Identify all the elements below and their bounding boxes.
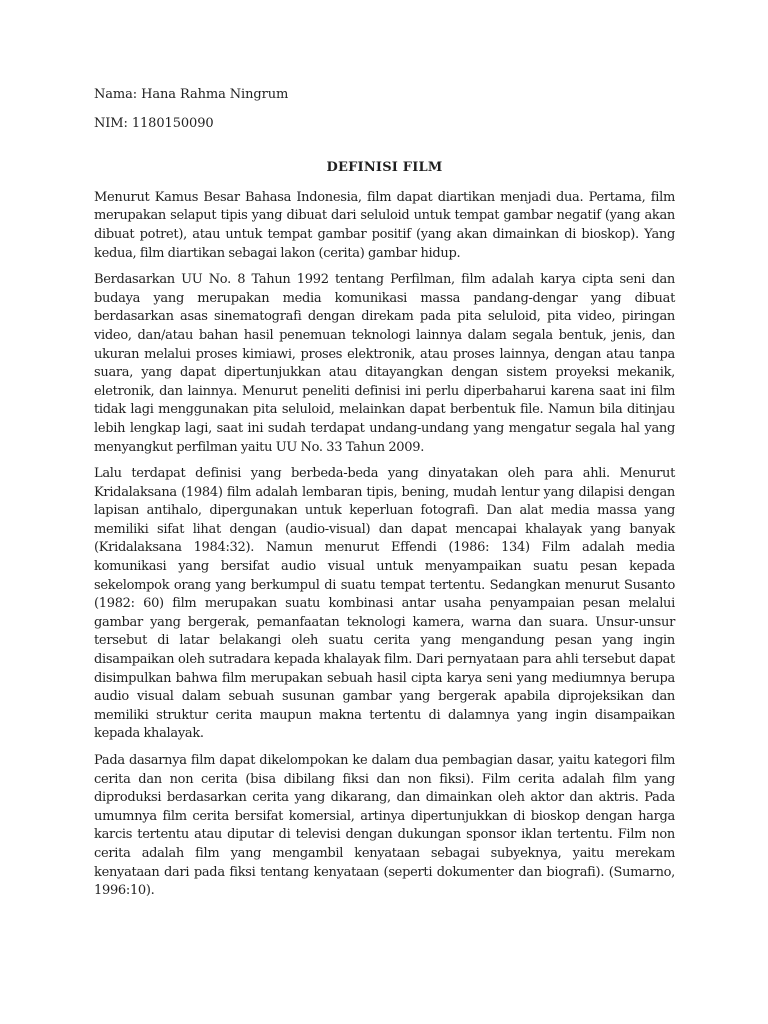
document-body: [94, 86, 675, 909]
paragraph-film-categories: Pada dasarnya film dapat dikelompokan ke dalam dua pembagian dasar, yaitu kategori film cerita dan non cerita (bisa dibilang fiksi dan non fiksi). Film cerita adalah film yang diproduksi berdasarkan cerita yang dikarang, dan dimainkan oleh aktor dan aktris. Pada umumnya film cerita bersifat komersial, artinya dipertunjukkan di bioskop dengan harga karcis tertentu atau diputar di televisi dengan dukungan sponsor iklan tertentu. Film non cerita adalah film yang mengambil kenyataan sebagai subyeknya, yaitu merekam kenyataan dari pada fiksi tentang kenyataan (seperti dokumenter dan biografi). (Sumarno, 1996:10).: [94, 753, 675, 899]
document-title: DEFINISI FILM: [326, 160, 443, 176]
paragraph-kbbi-definition: Menurut Kamus Besar Bahasa Indonesia, film dapat diartikan menjadi dua. Pertama, film merupakan selaput tipis yang dibuat dari seluloid untuk tempat gambar negatif (yang akan dibuat potret), atau untuk tempat gambar positif (yang akan dimainkan di bioskop). Yang kedua, film diartikan sebagai lakon (cerita) gambar hidup.: [94, 189, 675, 261]
student-name: Nama: Hana Rahma Ningrum: [94, 87, 289, 102]
student-nim: NIM: 1180150090: [94, 115, 214, 131]
paragraph-expert-definitions: Lalu terdapat definisi yang berbeda-beda yang dinyatakan oleh para ahli. Menurut Kridalaksana (1984) film adalah lembaran tipis, bening, mudah lentur yang dilapisi dengan lapisan antihalo, dipergunakan untuk keperluan fotografi. Dan alat media massa yang memiliki sifat lihat dengan (audio-visual) dan dapat mencapai khalayak yang banyak (Kridalaksana 1984:32). Namun menurut Effendi (1986: 134) Film adalah media komunikasi yang bersifat audio visual untuk menyampaikan suatu pesan kepada sekelompok orang yang berkumpul di suatu tempat tertentu. Sedangkan menurut Susanto (1982: 60) film merupakan suatu kombinasi antar usaha penyampaian pesan melalui gambar yang bergerak, pemanfaatan teknologi kamera, warna dan suara. Unsur-unsur tersebut di latar belakangi oleh suatu cerita yang mengandung pesan yang ingin disampaikan oleh sutradara kepada khalayak film. Dari pernyataan para ahli tersebut dapat disimpulkan bahwa film merupakan sebuah hasil cipta karya seni yang mediumnya berupa audio visual dalam sebuah susunan gambar yang bergerak apabila diprojeksikan dan memiliki struktur cerita maupun makna tertentu di dalamnya yang ingin disampaikan kepada khalayak.: [94, 466, 675, 742]
paragraph-uu-definition: Berdasarkan UU No. 8 Tahun 1992 tentang Perfilman, film adalah karya cipta seni dan budaya yang merupakan media komunikasi massa pandang-dengar yang dibuat berdasarkan asas sinematografi dengan direkam pada pita seluloid, pita video, piringan video, dan/atau bahan hasil penemuan teknologi lainnya dalam segala bentuk, jenis, dan ukuran melalui proses kimiawi, proses elektronik, atau proses lainnya, dengan atau tanpa suara, yang dapat dipertunjukkan atau ditayangkan dengan sistem proyeksi mekanik, eletronik, dan lainnya. Menurut peneliti definisi ini perlu diperbaharui karena saat ini film tidak lagi menggunakan pita seluloid, melainkan dapat berbentuk file. Namun bila ditinjau lebih lengkap lagi, saat ini sudah terdapat undang-undang yang mengatur segala hal yang menyangkut perfilman yaitu UU No. 33 Tahun 2009.: [94, 272, 675, 455]
